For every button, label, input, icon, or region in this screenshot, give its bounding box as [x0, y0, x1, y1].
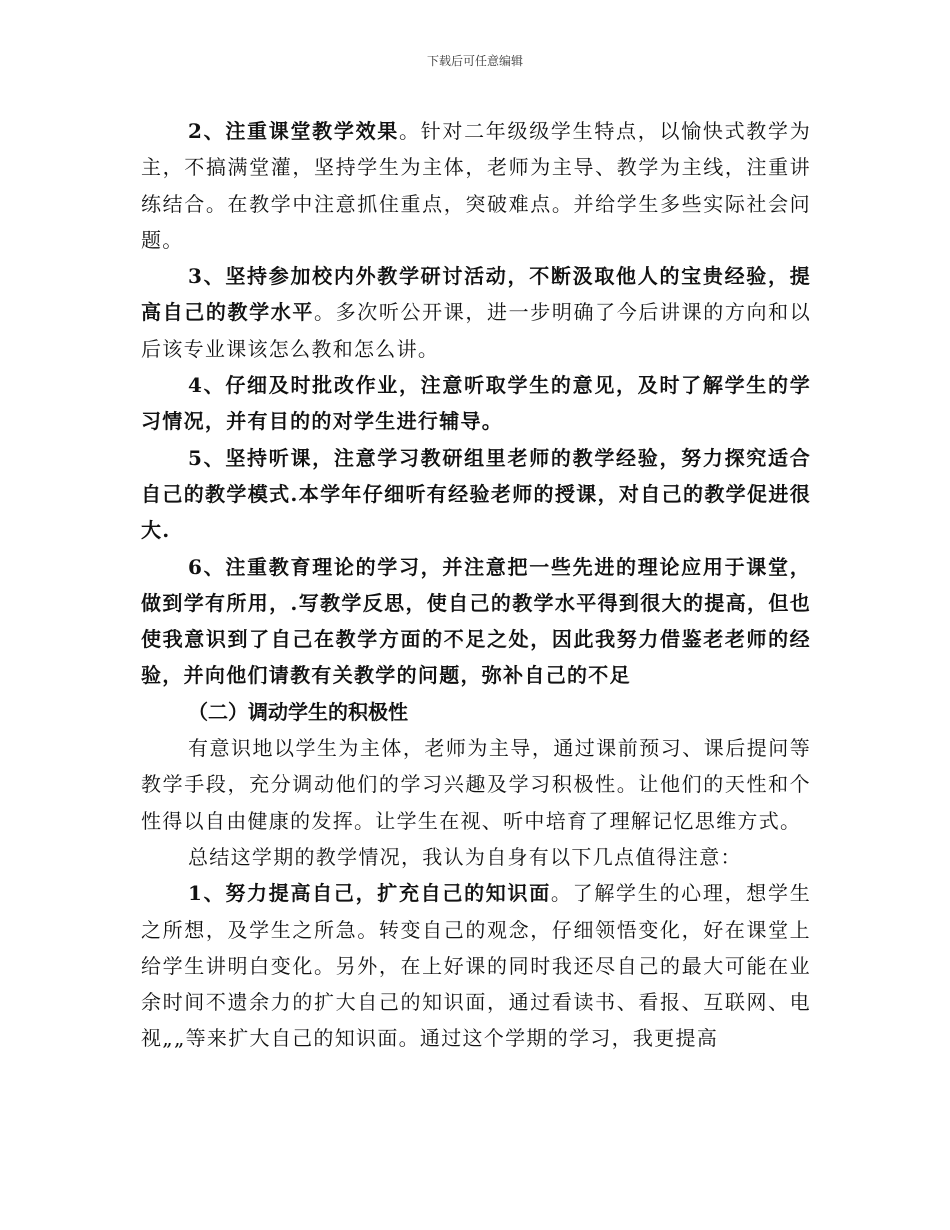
paragraph-5	[141, 549, 811, 694]
paragraph-6	[141, 730, 811, 839]
paragraph-6-text: 有意识地以学生为主体，老师为主导，通过课前预习、课后提问等教学手段，充分调动他们的学习兴趣及学习积极性。让他们的天性和个性得以自由健康的发挥。让学生在视、听中培育了理解记忆思维方式。	[141, 736, 811, 833]
paragraph-1-bold: 2、注重课堂教学效果	[188, 119, 399, 143]
paragraph-3-bold: 4、仔细及时批改作业，注意听取学生的意见，及时了解学生的学习情况，并有目的的对学生进行辅导。	[141, 373, 811, 434]
paragraph-5-bold: 6、注重教育理论的学习，并注意把一些先进的理论应用于课堂，做到学有所用，.写教学反思，使自己的教学水平得到很大的提高，但也使我意识到了自己在教学方面的不足之处，因此我努力借鉴老老师的经验，并向他们请教有关教学的问题，弥补自己的不足	[141, 554, 811, 688]
section-subheading: （二）调动学生的积极性	[188, 699, 408, 724]
paragraph-3	[141, 367, 811, 440]
paragraph-1-text: 。针对二年级级学生特点，以愉快式教学为主，不搞满堂灌，坚持学生为主体，老师为主导、教学为主线，注重讲练结合。在教学中注意抓住重点，突破难点。并给学生多些实际社会问题。	[141, 119, 811, 252]
paragraph-8-bold: 1、努力提高自己，扩充自己的知识面	[188, 881, 551, 906]
paragraph-1	[141, 113, 811, 258]
paragraph-2-text: 。多次听公开课，进一步明确了今后讲课的方向和以后该专业课该怎么教和怎么讲。	[141, 300, 811, 361]
paragraph-8-text: 。了解学生的心理，想学生之所想，及学生之所急。转变自己的观念，仔细领悟变化，好在课堂上给学生讲明白变化。另外，在上好课的同时我还尽自己的最大可能在业余时间不遗余力的扩大自己的知识面，通过看读书、看报、互联网、电视„„等来扩大自己的知识面。通过这个学期的学习，我更提高	[141, 881, 811, 1051]
page-header: 下载后可任意编辑	[426, 54, 523, 68]
paragraph-7-text: 总结这学期的教学情况，我认为自身有以下几点值得注意：	[188, 844, 742, 869]
paragraph-8	[141, 875, 811, 1056]
document-body	[141, 113, 811, 1057]
paragraph-4-bold: 5、坚持听课，注意学习教研组里老师的教学经验，努力探究适合自己的教学模式.本学年仔细听有经验老师的授课，对自己的教学促进很大.	[141, 445, 811, 543]
paragraph-4	[141, 440, 811, 549]
paragraph-7	[141, 839, 811, 875]
paragraph-2	[141, 258, 811, 367]
paragraph-2-bold: 3、坚持参加校内外教学研讨活动，不断汲取他人的宝贵经验，提高自己的教学水平	[141, 264, 811, 325]
